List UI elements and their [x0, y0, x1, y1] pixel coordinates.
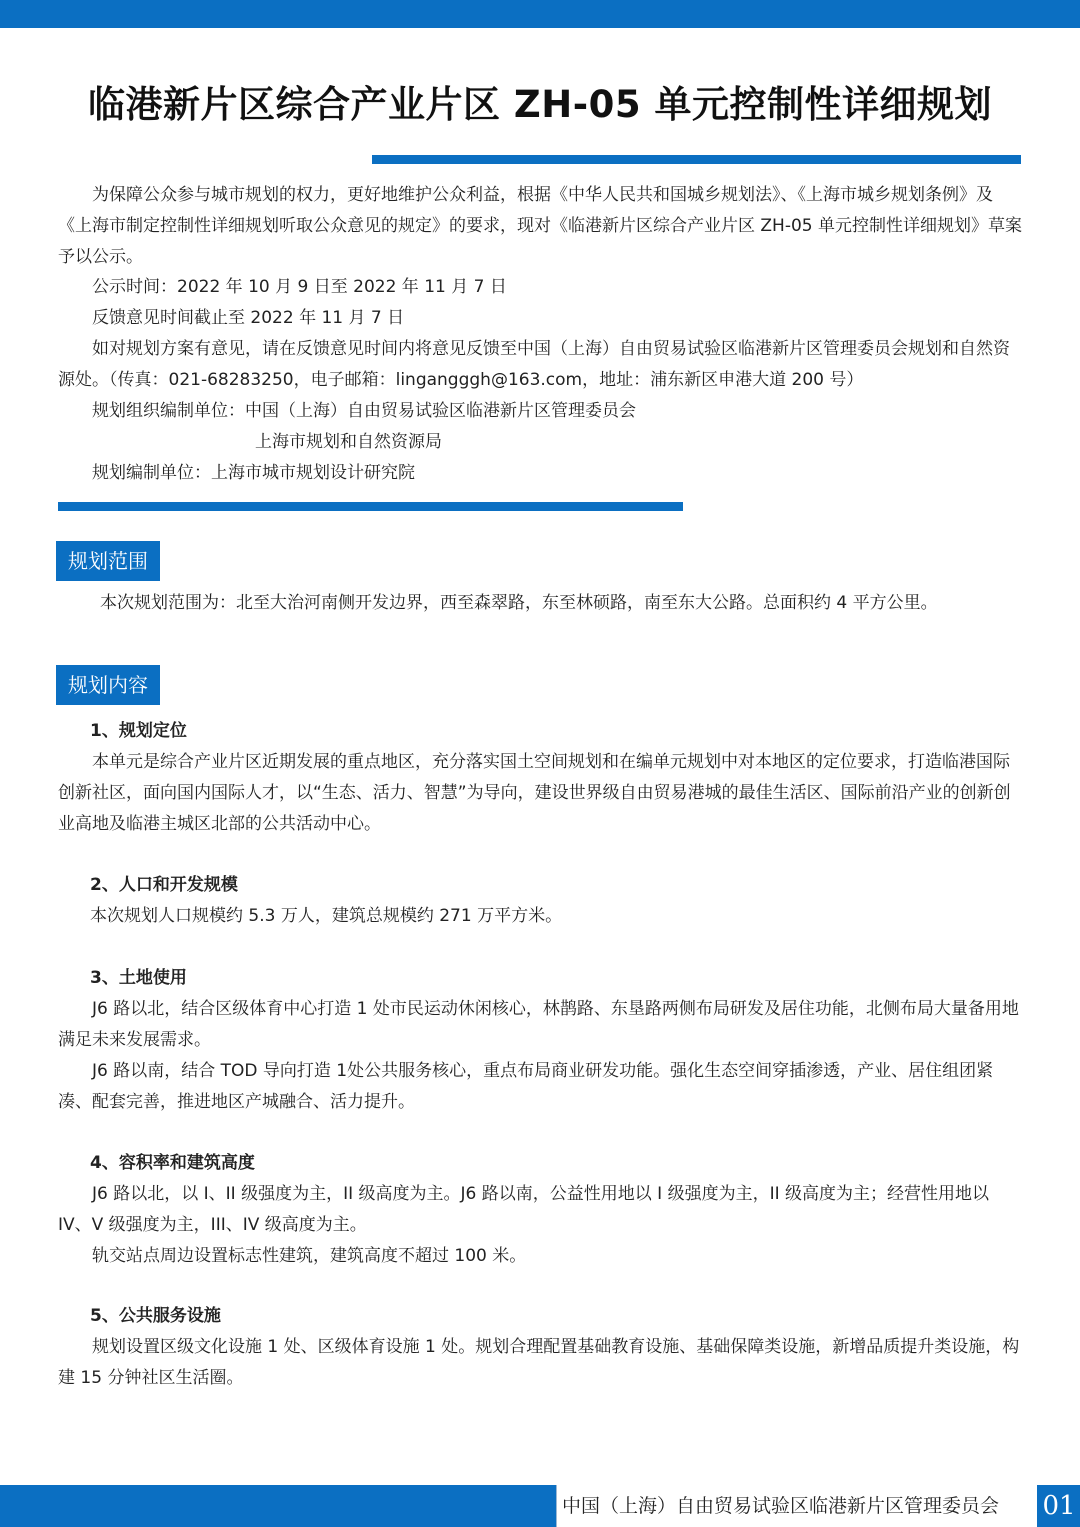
scope-text: 本次规划范围为：北至大治河南侧开发边界，西至森翠路，东至林硕路，南至东大公路。总面积约 4 平方公里。 — [100, 593, 938, 613]
land-use-text-south: J6 路以南，结合 TOD 导向打造 1处公共服务核心，重点布局商业研发功能。强化生态空间穿插渗透，产业、居住组团紧凑、配套完善，推进地区产城融合、活力提升。 — [58, 1061, 994, 1112]
page-title: 临港新片区综合产业片区 ZH-05 单元控制性详细规划 — [88, 83, 992, 126]
intro-divider — [58, 502, 683, 511]
density-text: J6 路以北，以 I、II 级强度为主，II 级高度为主。J6 路以南，公益性用地以 I 级强度为主，II 级高度为主；经营性用地以 IV、V 级强度为主，III、IV 级高度为主。 — [58, 1184, 989, 1235]
facilities-text: 规划设置区级文化设施 1 处、区级体育设施 1 处。规划合理配置基础教育设施、基础保障类设施，新增品质提升类设施，构建 15 分钟社区生活圈。 — [58, 1337, 1020, 1388]
section-heading-facilities: 5、公共服务设施 — [90, 1306, 221, 1326]
compiler-line: 规划编制单位：上海市城市规划设计研究院 — [92, 463, 415, 483]
height-limit-text: 轨交站点周边设置标志性建筑，建筑高度不超过 100 米。 — [92, 1246, 527, 1266]
intro-paragraph: 为保障公众参与城市规划的权力，更好地维护公众利益，根据《中华人民共和国城乡规划法》、《上海市城乡规划条例》及《上海市制定控制性详细规划听取公众意见的规定》的要求，现对《临港新片区综合产业片区 ZH-05 单元控制性详细规划》草案予以公示。 — [58, 185, 1023, 267]
section-tag-content: 规划内容 — [56, 665, 160, 705]
section-heading-positioning: 1、规划定位 — [90, 721, 187, 741]
section-heading-population: 2、人口和开发规模 — [90, 875, 238, 895]
title-divider — [372, 155, 1021, 164]
section-heading-density: 4、容积率和建筑高度 — [90, 1153, 255, 1173]
positioning-text: 本单元是综合产业片区近期发展的重点地区，充分落实国土空间规划和在编单元规划中对本地区的定位要求，打造临港国际创新社区，面向国内国际人才，以“生态、活力、智慧”为导向，建设世界级自由贸易港城的最佳生活区、国际前沿产业的创新创业高地及临港主城区北部的公共活动中心。 — [58, 752, 1011, 834]
page-number: 01 — [1038, 1485, 1080, 1527]
footer-organization: 中国（上海）自由贸易试验区临港新片区管理委员会 — [562, 1495, 1000, 1517]
feedback-instructions: 如对规划方案有意见，请在反馈意见时间内将意见反馈至中国（上海）自由贸易试验区临港新片区管理委员会规划和自然资源处。（传真：021-68283250，电子邮箱：lingangggh@163.com，地址：浦东新区申港大道 200 号） — [58, 339, 1010, 390]
top-banner-bar — [0, 0, 1080, 28]
feedback-deadline: 反馈意见时间截止至 2022 年 11 月 7 日 — [92, 308, 405, 328]
organizer-line: 规划组织编制单位：中国（上海）自由贸易试验区临港新片区管理委员会 — [92, 401, 636, 421]
organizer-line-2: 上海市规划和自然资源局 — [255, 432, 442, 452]
notice-period: 公示时间：2022 年 10 月 9 日至 2022 年 11 月 7 日 — [92, 277, 507, 297]
section-tag-scope: 规划范围 — [56, 541, 160, 581]
population-text: 本次规划人口规模约 5.3 万人，建筑总规模约 271 万平方米。 — [90, 906, 563, 926]
section-heading-land-use: 3、土地使用 — [90, 968, 187, 988]
land-use-text-north: J6 路以北，结合区级体育中心打造 1 处市民运动休闲核心，林鹊路、东垦路两侧布局研发及居住功能，北侧布局大量备用地满足未来发展需求。 — [58, 999, 1019, 1050]
